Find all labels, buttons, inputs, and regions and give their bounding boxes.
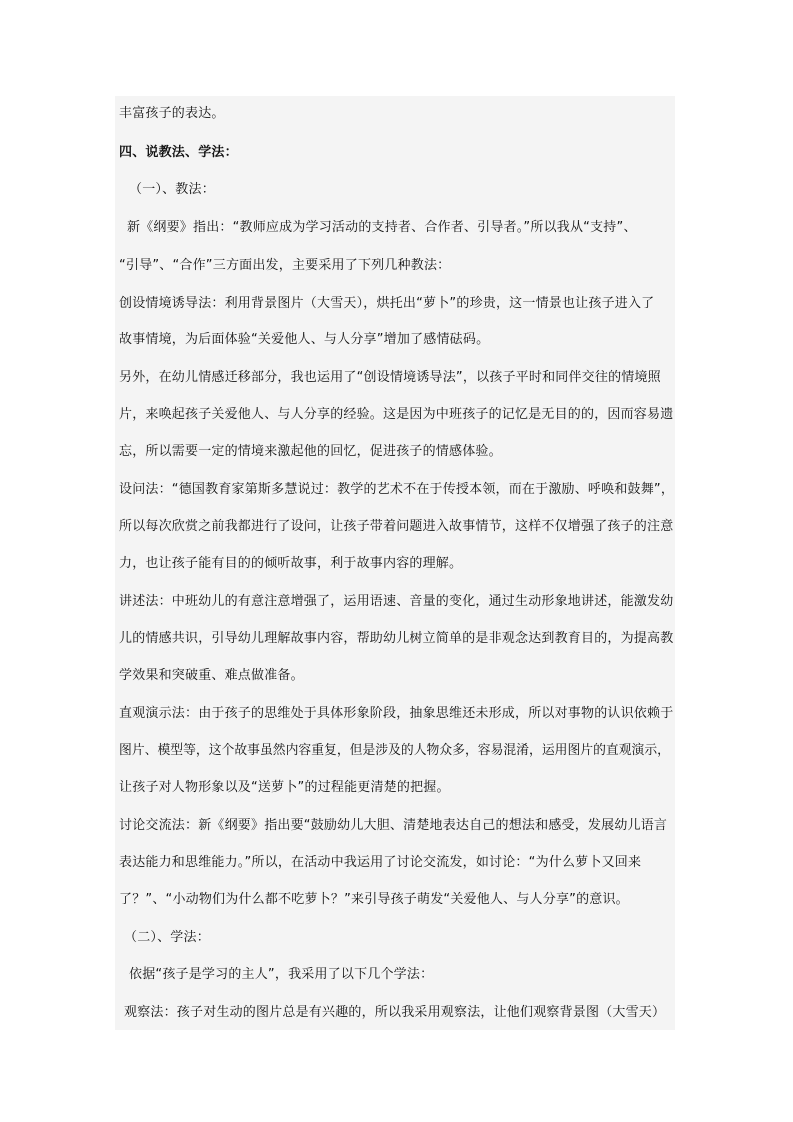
subsection-heading: （二）、学法： [124,930,210,945]
text-line: 讲述法：中班幼儿的有意注意增强了，运用语速、音量的变化，通过生动形象地讲述，能激发幼 [119,594,674,609]
text-line: 另外，在幼儿情感迁移部分，我也运用了“创设情境诱导法”，以孩子平时和同伴交往的情境照 [119,370,661,385]
text-line: 片，来唤起孩子关爱他人、与人分享的经验。这是因为中班孩子的记忆是无目的的，因而容易遗 [119,407,674,422]
text-line: 表达能力和思维能力。”所以，在活动中我运用了讨论交流发，如讨论：“为什么萝卜又回来 [119,855,642,870]
text-line: 直观演示法：由于孩子的思维处于具体形象阶段，抽象思维还未形成，所以对事物的认识依赖于 [119,706,674,721]
text-line: 设问法：“德国教育家第斯多慧说过：教学的艺术不在于传授本领，而在于激励、呼唤和鼓舞”， [119,482,675,497]
text-line: 创设情境诱导法：利用背景图片（大雪天），烘托出“萝卜”的珍贵，这一情景也让孩子进入了 [119,296,655,311]
section-heading: 四、说教法、学法： [119,145,238,160]
text-line: 学效果和突破重、难点做准备。 [119,668,304,683]
text-line: 新《纲要》指出：“教师应成为学习活动的支持者、合作者、引导者。”所以我从“支持”、 [127,220,637,235]
text-line: 让孩子对人物形象以及“送萝卜”的过程能更清楚的把握。 [119,780,450,795]
text-line: 观察法：孩子对生动的图片总是有兴趣的，所以我采用观察法，让他们观察背景图（大雪天） [124,1005,666,1020]
text-line: 依据“孩子是学习的主人”，我采用了以下几个学法： [129,967,434,982]
text-line: 故事情境，为后面体验“关爱他人、与人分享”增加了感情砝码。 [119,332,490,347]
text-line: 儿的情感共识，引导幼儿理解故事内容，帮助幼儿树立简单的是非观念达到教育目的，为提高教 [119,631,674,646]
text-line: 图片、模型等，这个故事虽然内容重复，但是涉及的人物众多，容易混淆，运用图片的直观演示， [119,743,670,758]
text-line: 力，也让孩子能有目的的倾听故事，利于故事内容的理解。 [119,556,463,571]
subsection-heading: （一）、教法： [129,182,215,197]
text-line: 讨论交流法：新《纲要》指出要“鼓励幼儿大胆、清楚地表达自己的想法和感受，发展幼儿语言 [119,818,668,833]
text-line: “引导”、“合作”三方面出发，主要采用了下列几种教法： [119,258,451,273]
text-line: 丰富孩子的表达。 [119,106,225,121]
text-line: 了？”、“小动物们为什么都不吃萝卜？”来引导孩子萌发“关爱他人、与人分享”的意识。 [119,892,629,907]
text-line: 所以每次欣赏之前我都进行了设问，让孩子带着问题进入故事情节，这样不仅增强了孩子的注意 [119,519,674,534]
text-line: 忘，所以需要一定的情境来激起他的回忆，促进孩子的情感体验。 [119,444,502,459]
